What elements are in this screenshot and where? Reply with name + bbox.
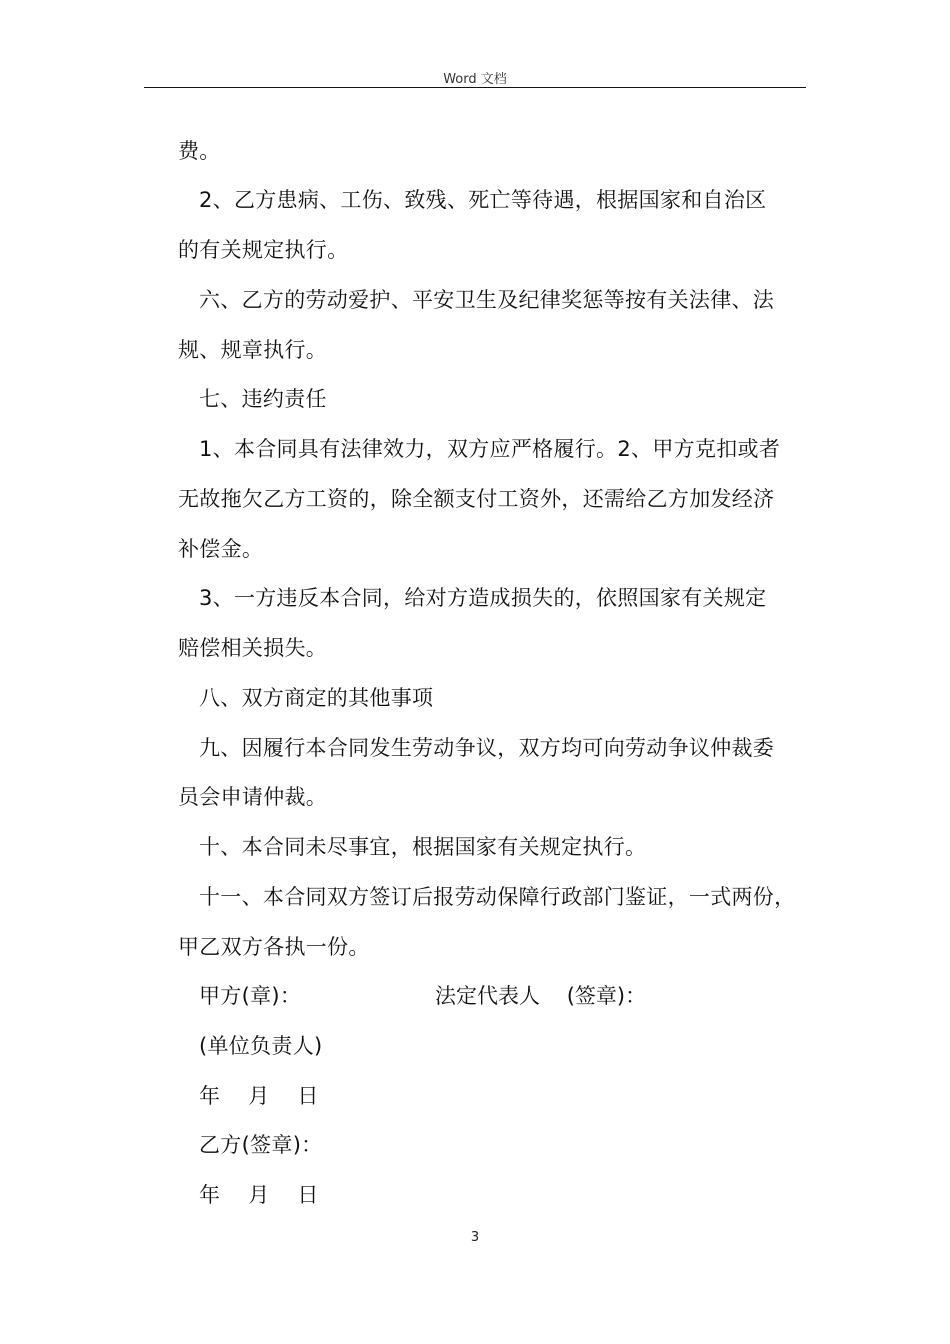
body-line: 七、违约责任 — [199, 387, 327, 411]
body-line: 补偿金。 — [178, 537, 264, 561]
body-line: 1、本合同具有法律效力，双方应严格履行。2、甲方克扣或者 — [199, 437, 781, 461]
body-line: 的有关规定执行。 — [178, 238, 349, 262]
body-line: 无故拖欠乙方工资的，除全额支付工资外，还需给乙方加发经济 — [178, 487, 775, 511]
body-line: 员会申请仲裁。 — [178, 785, 328, 809]
date-line-1: 年 月 日 — [199, 1084, 319, 1108]
page-number: 3 — [470, 1230, 480, 1245]
party-a-label: 甲方(章)： — [199, 984, 302, 1008]
page-header-title: Word 文档 — [443, 72, 507, 87]
body-line: 费。 — [178, 139, 221, 163]
date-line-2: 年 月 日 — [199, 1183, 319, 1207]
body-line: 2、乙方患病、工伤、致残、死亡等待遇，根据国家和自治区 — [199, 188, 767, 212]
body-line: 八、双方商定的其他事项 — [199, 686, 434, 710]
body-line: 十一、本合同双方签订后报劳动保障行政部门鉴证，一式两份， — [199, 885, 796, 909]
body-line: 十、本合同未尽事宜，根据国家有关规定执行。 — [199, 835, 647, 859]
body-line: 甲乙双方各执一份。 — [178, 935, 370, 959]
unit-head-label: (单位负责人) — [199, 1034, 323, 1058]
legal-representative-label: 法定代表人 (签章)： — [435, 984, 647, 1008]
header-divider — [144, 87, 806, 88]
body-line: 赔偿相关损失。 — [178, 636, 328, 660]
body-line: 3、一方违反本合同，给对方造成损失的，依照国家有关规定 — [199, 586, 767, 610]
body-line: 六、乙方的劳动爱护、平安卫生及纪律奖惩等按有关法律、法 — [199, 288, 775, 312]
body-line: 规、规章执行。 — [178, 338, 328, 362]
body-line: 九、因履行本合同发生劳动争议，双方均可向劳动争议仲裁委 — [199, 736, 775, 760]
party-b-label: 乙方(签章)： — [199, 1133, 323, 1157]
